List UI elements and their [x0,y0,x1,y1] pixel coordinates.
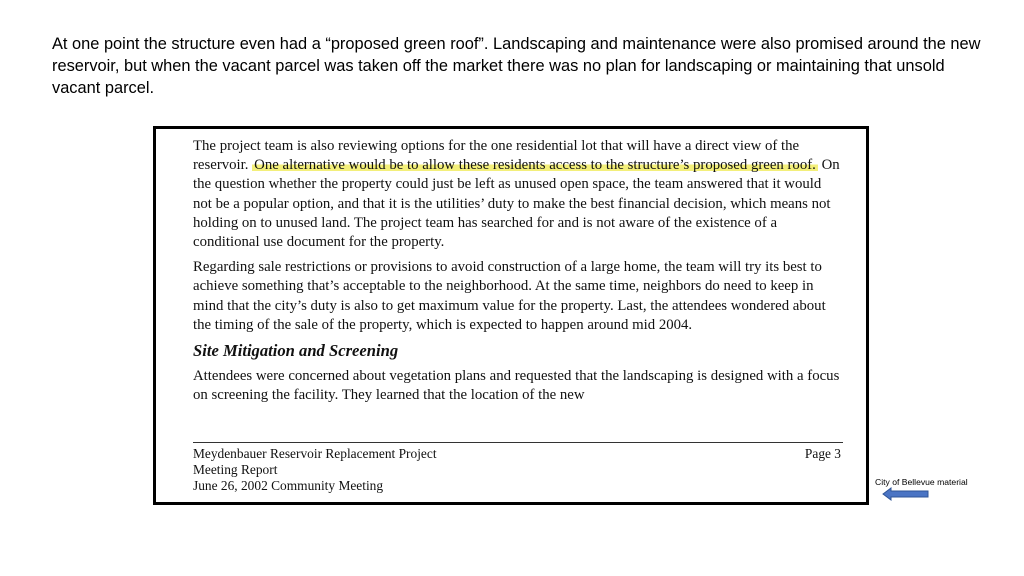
document-paragraph-1 [193,137,843,252]
footer-report-type: Meeting Report [193,462,278,477]
paragraph-1-text-end: On the question whether the property could just be left as unused open space, the team answered that it would not be a popular option, and that it is the utilities’ duty to make the best financial decision, which means not holding on to unused land. The project team has searched for and is not aware of the existence of a conditional use document for the property. [193,157,840,251]
document-excerpt [153,126,869,505]
slide-intro-text: At one point the structure even had a “proposed green roof”. Landscaping and maintenance were also promised around the new reservoir, but when the vacant parcel was taken off the market there was no plan for landscaping or maintaining that unsold vacant parcel. [52,35,981,97]
document-paragraph-3: Attendees were concerned about vegetation plans and requested that the landscaping is designed with a focus on screening the facility. They learned that the location of the new [193,368,840,404]
left-arrow-icon [882,487,930,501]
source-caption: City of Bellevue material [875,477,968,487]
footer-meeting-date: June 26, 2002 Community Meeting [193,478,384,493]
footer-page-number: Page 3 [804,446,841,461]
document-paragraph-2: Regarding sale restrictions or provisions to avoid construction of a large home, the team will try its best to achieve something that’s acceptable to the neighborhood. At the same time, neighbors do need to keep in mind that the city’s duty is also to get maximum value for the property. Last, the attendees wondered about the timing of the sale of the property, which is expected to happen around mid 2004. [193,259,826,333]
document-footer [193,446,843,494]
document-body [193,137,843,411]
section-heading: Site Mitigation and Screening [193,341,399,361]
footer-project-name: Meydenbauer Reservoir Replacement Project [193,446,437,461]
footer-divider [193,442,843,443]
paragraph-1-text-start: The project team is also reviewing options for the one residential lot that will have a direct view of the reservoir. [193,138,800,174]
highlighted-text: One alternative would be to allow these residents access to the structure’s proposed green roof. [254,157,816,174]
